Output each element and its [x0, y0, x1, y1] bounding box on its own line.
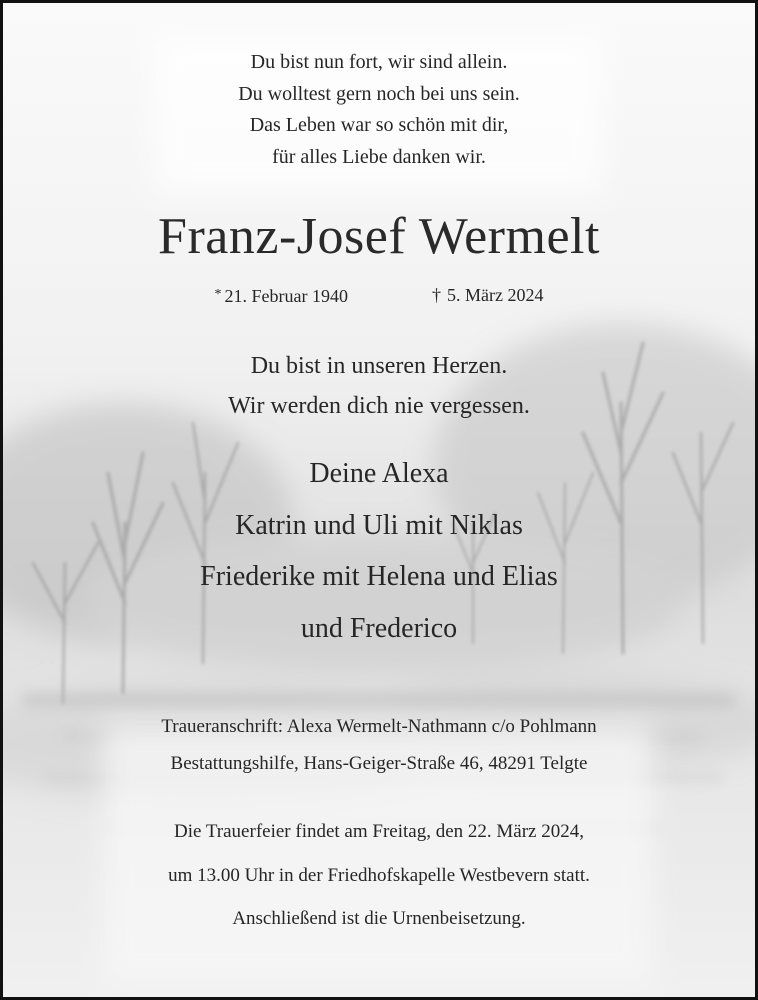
address-line: Traueranschrift: Alexa Wermelt-Nathmann c/o Pohlmann	[161, 716, 597, 737]
ceremony-line: Anschließend ist die Urnenbeisetzung.	[232, 908, 526, 929]
deceased-name: Franz-Josef Wermelt	[158, 208, 600, 265]
death-date: 5. März 2024	[447, 285, 544, 305]
ceremony-line: um 13.00 Uhr in der Friedhofskapelle Westbevern statt.	[168, 864, 590, 886]
birth-date: 21. Februar 1940	[224, 286, 348, 306]
mourning-address	[3, 708, 755, 782]
family-line: und Frederico	[300, 612, 458, 644]
poem-line: für alles Liebe danken wir.	[272, 145, 486, 168]
birth-symbol: *	[214, 287, 222, 302]
motto	[3, 346, 755, 426]
family-line: Katrin und Uli mit Niklas	[235, 509, 523, 541]
poem-line: Du wolltest gern noch bei uns sein.	[238, 82, 520, 105]
motto-line: Du bist in unseren Herzen.	[250, 353, 508, 379]
ceremony-details	[3, 810, 755, 941]
family-line: Friederike mit Helena und Elias	[200, 561, 558, 592]
poem	[3, 3, 755, 173]
death-symbol: †	[432, 285, 441, 305]
life-dates	[3, 283, 755, 308]
family-line: Deine Alexa	[309, 458, 449, 489]
birth-date-group	[215, 283, 348, 308]
address-line: Bestattungshilfe, Hans-Geiger-Straße 46, 48291 Telgte	[170, 753, 588, 774]
ceremony-line: Die Trauerfeier findet am Freitag, den 22. März 2024,	[174, 821, 584, 842]
motto-line: Wir werden dich nie vergessen.	[228, 393, 530, 419]
poem-line: Du bist nun fort, wir sind allein.	[250, 51, 508, 73]
poem-line: Das Leben war so schön mit dir,	[249, 114, 509, 136]
death-date-group	[432, 283, 543, 308]
family-signatures	[3, 448, 755, 654]
